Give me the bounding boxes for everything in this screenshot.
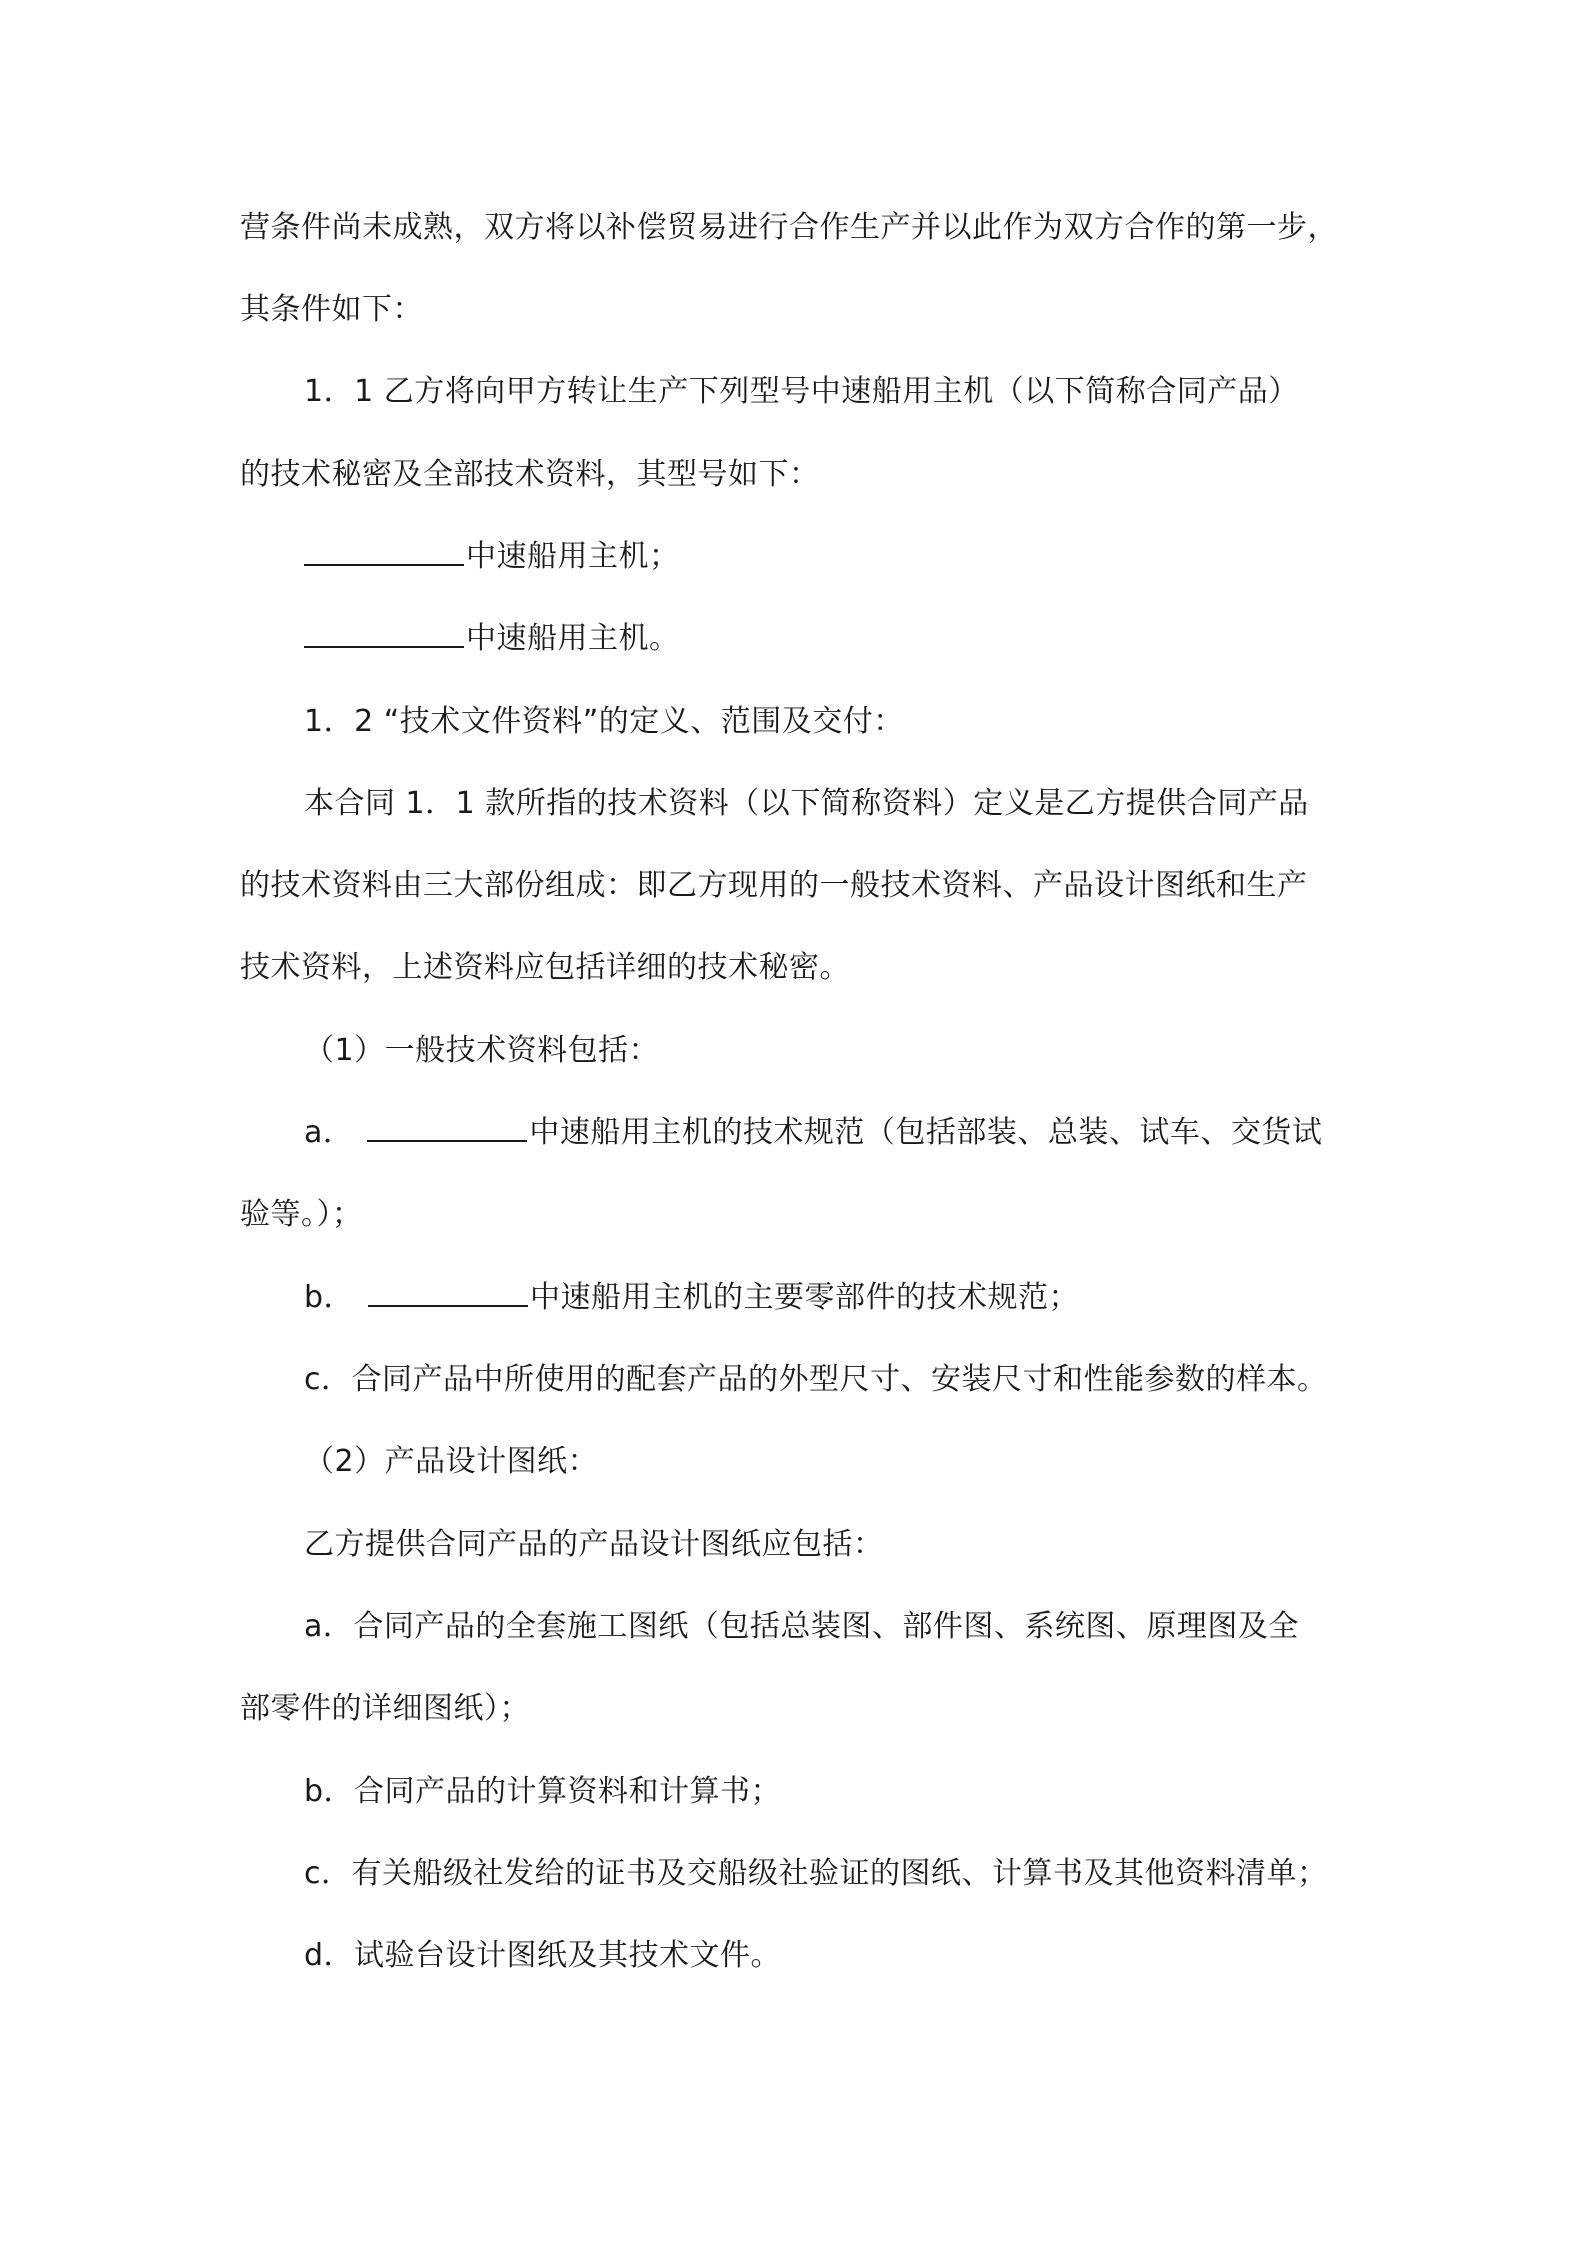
list-marker: a． — [304, 1115, 354, 1150]
fill-in-blank — [304, 620, 464, 648]
blank-item-text: 中速船用主机； — [466, 539, 680, 574]
text-line: 验等。）； — [240, 1197, 363, 1232]
text-line: 技术资料，上述资料应包括详细的技术秘密。 — [240, 950, 850, 985]
list-item — [304, 1278, 1079, 1318]
list-marker: b． — [304, 1280, 355, 1315]
text-line: 部零件的详细图纸）； — [240, 1691, 530, 1726]
list-item: b．合同产品的计算资料和计算书； — [304, 1774, 782, 1809]
blank-item — [304, 537, 680, 577]
list-item-text: 中速船用主机的技术规范（包括部装、总装、试车、交货试 — [529, 1115, 1323, 1150]
text-line: 的技术资料由三大部份组成：即乙方现用的一般技术资料、产品设计图纸和生产 — [240, 868, 1308, 903]
list-item: d．试验台设计图纸及其技术文件。 — [304, 1938, 782, 1973]
fill-in-blank — [368, 1279, 528, 1307]
fill-in-blank — [367, 1114, 527, 1142]
text-line: 营条件尚未成熟，双方将以补偿贸易进行合作生产并以此作为双方合作的第一步， — [240, 210, 1338, 245]
list-item-text: 中速船用主机的主要零部件的技术规范； — [530, 1280, 1080, 1315]
text-line: 本合同 1．1 款所指的技术资料（以下简称资料）定义是乙方提供合同产品 — [304, 786, 1309, 821]
section-heading: （1）一般技术资料包括： — [304, 1033, 660, 1068]
text-line: 乙方提供合同产品的产品设计图纸应包括： — [304, 1527, 884, 1562]
blank-item — [304, 619, 680, 659]
clause-heading: 1．1 乙方将向甲方转让生产下列型号中速船用主机（以下简称合同产品） — [304, 374, 1299, 409]
list-item: c．合同产品中所使用的配套产品的外型尺寸、安装尺寸和性能参数的样本。 — [304, 1362, 1328, 1397]
blank-item-text: 中速船用主机。 — [466, 621, 680, 656]
section-heading: （2）产品设计图纸： — [304, 1444, 599, 1479]
list-item — [304, 1113, 1322, 1153]
text-line: 的技术秘密及全部技术资料，其型号如下： — [240, 457, 820, 492]
text-line: 其条件如下： — [240, 292, 423, 327]
clause-heading: 1．2 “技术文件资料”的定义、范围及交付： — [304, 704, 904, 739]
list-item: a．合同产品的全套施工图纸（包括总装图、部件图、系统图、原理图及全 — [304, 1609, 1299, 1644]
list-item: c．有关船级社发给的证书及交船级社验证的图纸、计算书及其他资料清单； — [304, 1856, 1328, 1891]
fill-in-blank — [304, 538, 464, 566]
